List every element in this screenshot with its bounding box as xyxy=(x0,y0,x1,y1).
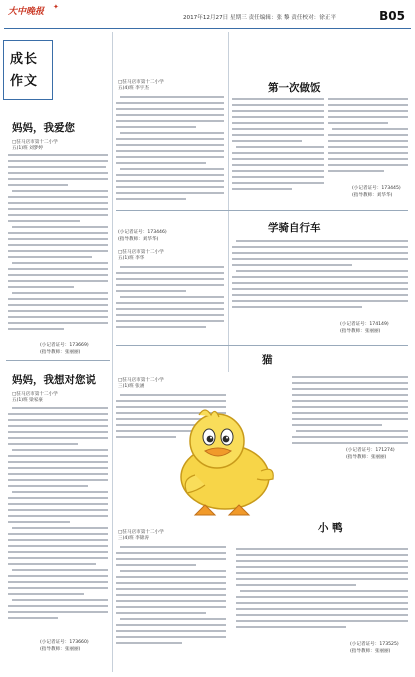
article-body-text xyxy=(328,98,408,178)
header-rule xyxy=(4,28,411,29)
reporter-id: (小记者证号：173669) xyxy=(40,343,89,348)
reporter-id: (小记者证号：173660) xyxy=(40,640,89,645)
article-byline: □驻马店市第十二小学 xyxy=(118,80,164,85)
article-byline: □驻马店市第十二小学 xyxy=(118,378,164,383)
teacher-credit: (指导教师：张丽丽) xyxy=(346,455,387,460)
column-divider xyxy=(228,32,229,372)
article-byline: 五(1)班 刘梦婷 xyxy=(12,146,43,151)
article-title: 猫 xyxy=(262,354,273,366)
reporter-id: (小记者证号：173446) xyxy=(118,230,167,235)
article-body-text xyxy=(8,154,108,342)
article-body-text xyxy=(236,548,408,638)
article-byline: □驻马店市第十二小学 xyxy=(12,392,58,397)
teacher-credit: (指导教师：张丽丽) xyxy=(40,647,81,652)
issue-meta: 2017年12月27日 星期三 责任编辑：张 黎 责任校对：徐正平 xyxy=(183,15,337,21)
newspaper-logo: 大中晚报 xyxy=(8,7,45,17)
article-title: 妈妈，我爱您 xyxy=(12,122,75,134)
article-byline: 三(1)班 张涵 xyxy=(118,384,145,389)
reporter-id: (小记者证号：173445) xyxy=(352,186,401,191)
teacher-credit: (指导教师：张丽丽) xyxy=(40,350,81,355)
reporter-id: (小记者证号：174149) xyxy=(340,322,389,327)
article-body-text xyxy=(232,98,324,196)
article-title: 妈妈，我想对您说 xyxy=(12,374,96,386)
section-title-line1: 成长 xyxy=(10,52,39,67)
duckling-illustration xyxy=(165,405,280,520)
section-title-line2: 作文 xyxy=(10,74,39,89)
article-title: 小 鸭 xyxy=(318,522,343,534)
teacher-credit: (指导教师：刘华华) xyxy=(352,193,393,198)
article-byline: 五(1)班 李华 xyxy=(118,256,145,261)
article-byline: 三(4)班 李锦涛 xyxy=(118,536,149,541)
teacher-credit: (指导教师：刘华华) xyxy=(118,237,159,242)
article-body-text xyxy=(116,546,226,666)
article-body-text xyxy=(116,96,224,204)
section-rule xyxy=(116,345,408,346)
column-divider xyxy=(112,32,113,672)
page-number: B05 xyxy=(379,9,405,23)
article-byline: 五(1)班 梁家豪 xyxy=(12,398,43,403)
article-title: 学骑自行车 xyxy=(268,222,321,234)
teacher-credit: (指导教师：张丽丽) xyxy=(350,649,391,654)
article-title: 第一次做饭 xyxy=(268,82,321,94)
section-rule xyxy=(116,210,408,211)
reporter-id: (小记者证号：173525) xyxy=(350,642,399,647)
teacher-credit: (指导教师：张丽丽) xyxy=(340,329,381,334)
article-body-text xyxy=(116,266,224,362)
article-byline: 五(4)班 李宇杰 xyxy=(118,86,149,91)
article-body-text xyxy=(232,240,408,320)
article-byline: □驻马店市第十二小学 xyxy=(118,250,164,255)
article-body-text xyxy=(8,407,108,625)
reporter-id: (小记者证号：171274) xyxy=(346,448,395,453)
article-byline: □驻马店市第十二小学 xyxy=(118,530,164,535)
logo-star-icon: ✦ xyxy=(53,3,59,11)
article-byline: □驻马店市第十二小学 xyxy=(12,140,58,145)
section-rule xyxy=(6,360,110,361)
